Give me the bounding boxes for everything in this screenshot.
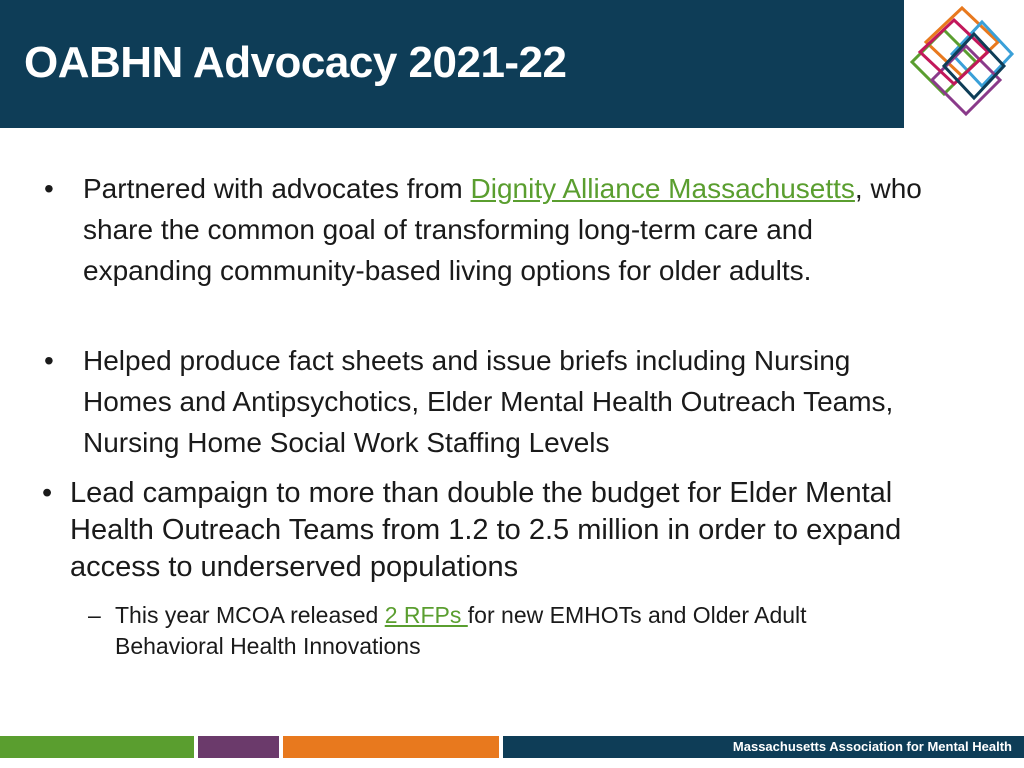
bullet-marker: • <box>42 477 53 509</box>
logo <box>904 0 1024 128</box>
interlaced-diamonds-logo <box>904 0 1024 128</box>
sub-bullet-text-after: for new EMHOTs and Older Adult Behavioral Health Innovations <box>115 602 807 659</box>
slide-title: OABHN Advocacy 2021-22 <box>24 38 567 87</box>
sub-bullet-text <box>115 600 905 662</box>
footer-navy-segment <box>503 736 1024 758</box>
bullet-text <box>83 168 933 291</box>
footer-green-segment <box>0 736 194 758</box>
footer-purple-segment <box>198 736 279 758</box>
bullet-text-before: Partnered with advocates from <box>83 173 471 204</box>
bullet-marker: • <box>44 173 54 204</box>
bullet-text-after: , who share the common goal of transforming long-term care and expanding community-based living options for older adults. <box>83 173 922 286</box>
dignity-alliance-link[interactable]: Dignity Alliance Massachusetts <box>470 173 855 204</box>
footer-orange-segment <box>283 736 499 758</box>
footer-bar <box>0 736 1024 758</box>
bullet-text: Lead campaign to more than double the budget for Elder Mental Health Outreach Teams from 1.2 to 2.5 million in order to expand access to underserved populations <box>70 477 902 583</box>
title-bar <box>0 0 904 128</box>
sub-bullet-text-before: This year MCOA released <box>115 602 385 628</box>
sub-bullet-marker: – <box>88 602 101 628</box>
rfps-link[interactable]: 2 RFPs <box>384 602 468 628</box>
bullet-text: Helped produce fact sheets and issue briefs including Nursing Homes and Antipsychotics, Elder Mental Health Outreach Teams, Nursing Home Social Work Staffing Levels <box>83 345 894 458</box>
footer-organization-name: Massachusetts Association for Mental Health <box>732 739 1012 754</box>
bullet-marker: • <box>44 345 54 376</box>
